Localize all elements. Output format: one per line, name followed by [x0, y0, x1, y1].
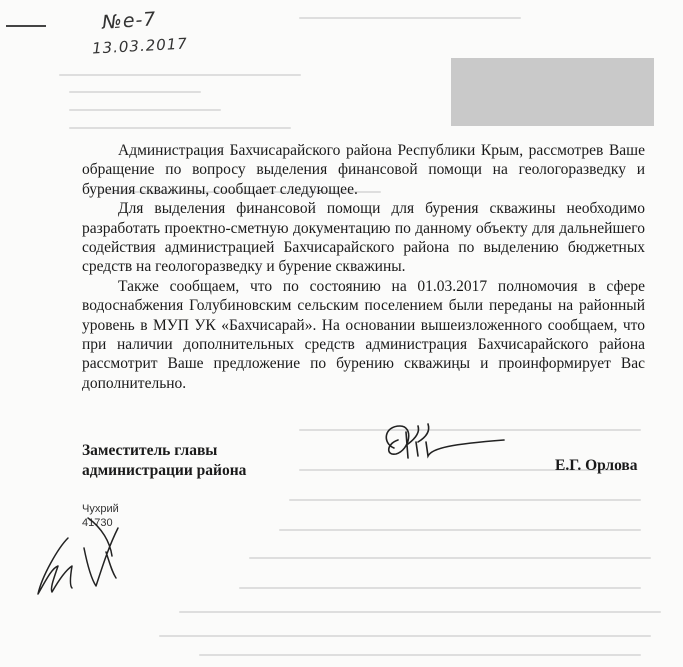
- executor-name: Чухрий: [82, 503, 119, 515]
- paragraph-2: Для выделения финансовой помощи для бурения скважины необходимо разработать проектно-сметную документацию по данному объекту для дальнейшего содействия администрацией Бахчисарайского района по выделению бюджетных средств на геологоразведку и бурение скважины.: [82, 200, 645, 276]
- signatory-role: [82, 441, 246, 481]
- redacted-addressee-block: [451, 58, 654, 126]
- executor-phone: 41730: [82, 517, 113, 529]
- signatory-name: Е.Г. Орлова: [555, 457, 638, 474]
- paragraph-1: Администрация Бахчисарайского района Республики Крым, рассмотрев Ваше обращение по вопросу выделения финансовой помощи на геологоразведку и бурения скважины, сообщает следующее.: [82, 142, 645, 198]
- registration-mark: №е-7: [101, 8, 158, 34]
- registration-date: 13.03.2017: [91, 34, 189, 58]
- signatory-role-line-1: Заместитель главы: [82, 442, 218, 459]
- margin-mark: [6, 25, 46, 27]
- paragraph-3: Также сообщаем, что по состоянию на 01.03.2017 полномочия в сфере водоснабжения Голубиновским сельским поселением были переданы на районный уровень в МУП УК «Бахчисарай». На основании вышеизложенного сообщаем, что при наличии дополнительных средств администрация Бахчисарайского района рассмотрит Ваше предложение по бурению скважиңы и проинформирует Вас дополнительно.: [82, 277, 645, 392]
- letter-body: [82, 141, 645, 393]
- signatory-role-line-2: администрации района: [82, 462, 247, 479]
- signature-icon: [372, 418, 512, 468]
- handwritten-scribble-icon: [28, 508, 138, 603]
